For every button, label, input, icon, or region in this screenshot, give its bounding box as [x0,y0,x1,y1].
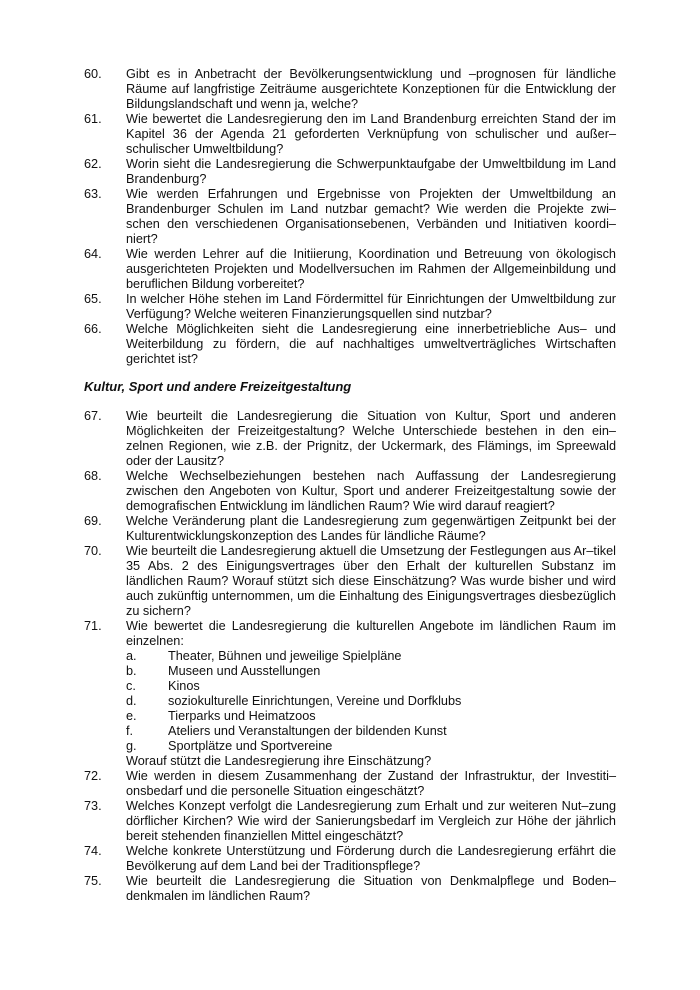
question-text: Welche konkrete Unterstützung und Förderung durch die Landesregierung erfährt die Bevölkerung auf dem Land bei der Traditionspflege? [126,844,616,873]
question-item [84,247,616,292]
sub-item [126,679,616,694]
question-number: 60. [84,67,102,81]
question-item-71 [84,619,616,769]
question-number: 66. [84,322,102,336]
sub-item-text: soziokulturelle Einrichtungen, Vereine und Dorfklubs [168,694,462,708]
question-text: Wie beurteilt die Landesregierung die Situation von Kultur, Sport und anderen Möglichkeiten der Freizeitgestaltung? Welche Unterschiede bestehen in den ein–zelnen Regionen, wie z.B. der Prignitz, der Uckermark, des Flämings, im Spreewald oder der Lausitz? [126,409,616,468]
question-item [84,874,616,904]
sub-item-letter: g. [126,739,137,753]
sub-item-letter: a. [126,649,137,663]
question-text: Wie werden Erfahrungen und Ergebnisse von Projekten der Umweltbildung an Brandenburger Schulen im Land nutzbar gemacht? Wie werden die Projekte zwi–schen den verschiedenen Organisationsebenen, Verbänden und Initiativen koordi–niert? [126,187,616,246]
sub-item-text: Sportplätze und Sportvereine [168,739,333,753]
question-item [84,67,616,112]
question-list-umweltbildung [84,67,616,367]
question-item [84,769,616,799]
question-number: 63. [84,187,102,201]
question-number: 72. [84,769,102,783]
question-item [84,112,616,157]
question-text: Wie bewertet die Landesregierung die kulturellen Angebote im ländlichen Raum im einzelnen: [126,619,616,648]
question-text: Wie beurteilt die Landesregierung aktuell die Umsetzung der Festlegungen aus Ar–tikel 35 Abs. 2 des Einigungsvertrages über den Erhalt der kulturellen Substanz im ländlichen Raum? Worauf stützt sich diese Einschätzung? Was wurde bisher und wird auch zukünftig unternommen, um die Einhaltung des Einigungsvertrages diesbezüglich zu sichern? [126,544,616,618]
question-item [84,799,616,844]
question-item [84,157,616,187]
question-outro: Worauf stützt die Landesregierung ihre Einschätzung? [126,754,432,768]
question-number: 69. [84,514,102,528]
question-item [84,292,616,322]
question-number: 75. [84,874,102,888]
sub-item [126,739,616,754]
question-text: Wie werden Lehrer auf die Initiierung, Koordination und Betreuung von ökologisch ausgerichteten Projekten und Modellversuchen im Rahmen der Allgemeinbildung und beruflichen Bildung vorbereitet? [126,247,616,291]
question-text: Gibt es in Anbetracht der Bevölkerungsentwicklung und –prognosen für ländliche Räume auf langfristige Zeiträume ausgerichtete Konzeptionen für die Entwicklung der Bildungslandschaft und wenn ja, welche? [126,67,616,111]
question-text: Welche Veränderung plant die Landesregierung zum gegenwärtigen Zeitpunkt bei der Kulturentwicklungskonzeption des Landes für ländliche Räume? [126,514,616,543]
question-text: Welche Wechselbeziehungen bestehen nach Auffassung der Landesregierung zwischen den Angeboten von Kultur, Sport und anderer Freizeitgestaltung sowie der demografischen Entwicklung im ländlichen Raum? Wie wird darauf reagiert? [126,469,616,513]
sub-item-letter: c. [126,679,136,693]
sub-item-letter: f. [126,724,134,738]
question-list-kultur [84,409,616,904]
sub-item-text: Kinos [168,679,200,693]
question-number: 68. [84,469,102,483]
question-number: 67. [84,409,102,423]
question-item [84,514,616,544]
question-text: Welches Konzept verfolgt die Landesregierung zum Erhalt und zur weiteren Nut–zung dörflicher Kirchen? Wie wird der Sanierungsbedarf im Vergleich zur Höhe der jährlich bereit stehenden finanziellen Mittel eingeschätzt? [126,799,616,843]
question-number: 73. [84,799,102,813]
sub-item [126,724,616,739]
sub-item-letter: b. [126,664,137,678]
question-number: 70. [84,544,102,558]
question-text: Wie werden in diesem Zusammenhang der Zustand der Infrastruktur, der Investiti–onsbedarf und die personelle Situation eingeschätzt? [126,769,616,798]
sub-item-text: Theater, Bühnen und jeweilige Spielpläne [168,649,402,663]
question-number: 71. [84,619,102,633]
question-item [84,409,616,469]
sub-item [126,709,616,724]
question-item [84,469,616,514]
question-number: 62. [84,157,102,171]
question-item [84,322,616,367]
question-text: Wie beurteilt die Landesregierung die Situation von Denkmalpflege und Boden–denkmalen im ländlichen Raum? [126,874,616,903]
question-text: Welche Möglichkeiten sieht die Landesregierung eine innerbetriebliche Aus– und Weiterbildung zu fördern, die auf nachhaltiges umweltverträgliches Wirtschaften gerichtet ist? [126,322,616,366]
section-heading: Kultur, Sport und andere Freizeitgestaltung [84,379,352,394]
question-number: 64. [84,247,102,261]
sub-item-text: Tierparks und Heimatzoos [168,709,316,723]
question-number: 74. [84,844,102,858]
sub-item [126,649,616,664]
question-number: 65. [84,292,102,306]
question-text: Wie bewertet die Landesregierung den im Land Brandenburg erreichten Stand der im Kapitel 36 der Agenda 21 geforderten Verknüpfung von schulischer und außer–schulischer Umweltbildung? [126,112,616,156]
sub-item-text: Ateliers und Veranstaltungen der bildenden Kunst [168,724,447,738]
sub-item-text: Museen und Ausstellungen [168,664,321,678]
question-text: Worin sieht die Landesregierung die Schwerpunktaufgabe der Umweltbildung im Land Brandenburg? [126,157,616,186]
question-number: 61. [84,112,102,126]
sub-item-letter: e. [126,709,137,723]
sub-item-letter: d. [126,694,137,708]
sub-item [126,694,616,709]
question-item [84,844,616,874]
sub-item [126,664,616,679]
question-text: In welcher Höhe stehen im Land Fördermittel für Einrichtungen der Umweltbildung zur Verfügung? Welche weiteren Finanzierungsquellen sind nutzbar? [126,292,616,321]
question-item [84,544,616,619]
question-item [84,187,616,247]
